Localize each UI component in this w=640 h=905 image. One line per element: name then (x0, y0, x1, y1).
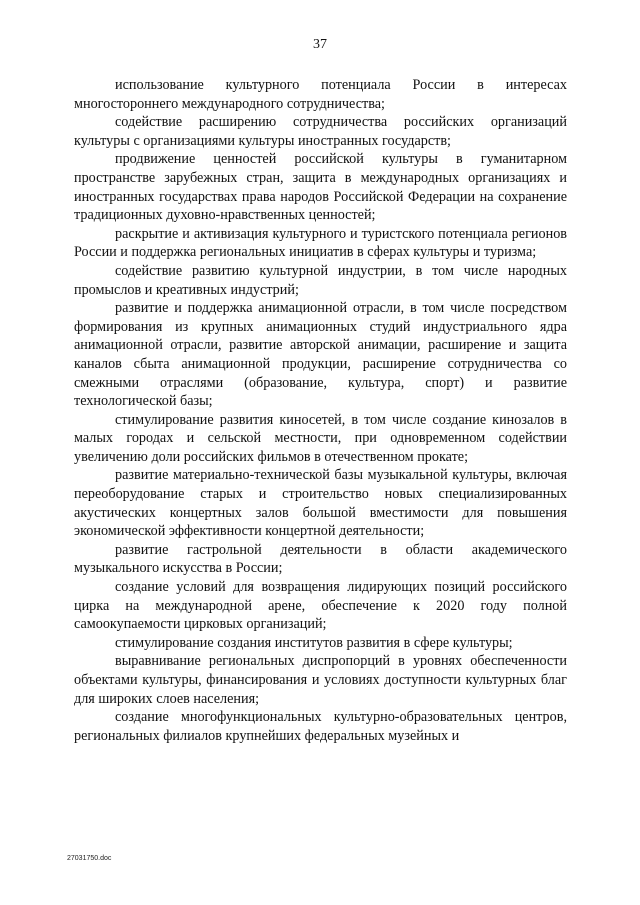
paragraph: развитие материально-технической базы музыкальной культуры, включая переоборудование старых и строительство новых специализированных акустических концертных залов большой вместимости для повышения экономической эффективности концертной деятельности; (74, 467, 567, 540)
footer-filename: 27031750.doc (67, 855, 112, 862)
paragraph: развитие и поддержка анимационной отрасли, в том числе посредством формирования из крупных анимационных студий индустриального ядра анимационной отрасли, развитие авторской анимации, расширение и защита каналов сбыта анимационной продукции, расширение сотрудничества со смежными отраслями (образование, культура, спорт) и развитие технологической базы; (74, 300, 567, 410)
paragraph: создание условий для возвращения лидирующих позиций российского цирка на международной арене, обеспечение к 2020 году полной самоокупаемости цирковых организаций; (74, 579, 567, 633)
paragraph: выравнивание региональных диспропорций в уровнях обеспеченности объектами культуры, финансирования и условиях доступности культурных благ для широких слоев населения; (74, 653, 567, 707)
paragraph: содействие расширению сотрудничества российских организаций культуры с организациями культуры иностранных государств; (74, 114, 567, 149)
paragraph: содействие развитию культурной индустрии, в том числе народных промыслов и креативных индустрий; (74, 262, 567, 298)
paragraph: продвижение ценностей российской культуры в гуманитарном пространстве зарубежных стран, защита в международных организациях и иностранных государствах права народов Российской Федерации на сохранение традиционных духовно-нравственных ценностей; (74, 151, 567, 224)
paragraph: стимулирование развития киносетей, в том числе создание кинозалов в малых городах и сельской местности, при одновременном содействии увеличению доли российских фильмов в отечественном прокате; (74, 411, 567, 465)
page-number: 37 (313, 37, 327, 52)
paragraph: развитие гастрольной деятельности в области академического музыкального искусства в России; (74, 541, 567, 577)
paragraph: раскрытие и активизация культурного и туристского потенциала регионов России и поддержка региональных инициатив в сферах культуры и туризма; (74, 225, 567, 261)
document-body (74, 76, 567, 745)
paragraph: использование культурного потенциала России в интересах многостороннего международного сотрудничества; (74, 77, 567, 112)
paragraph: создание многофункциональных культурно-образовательных центров, региональных филиалов крупнейших федеральных музейных и (74, 709, 567, 744)
paragraph: стимулирование создания институтов развития в сфере культуры; (115, 634, 513, 651)
